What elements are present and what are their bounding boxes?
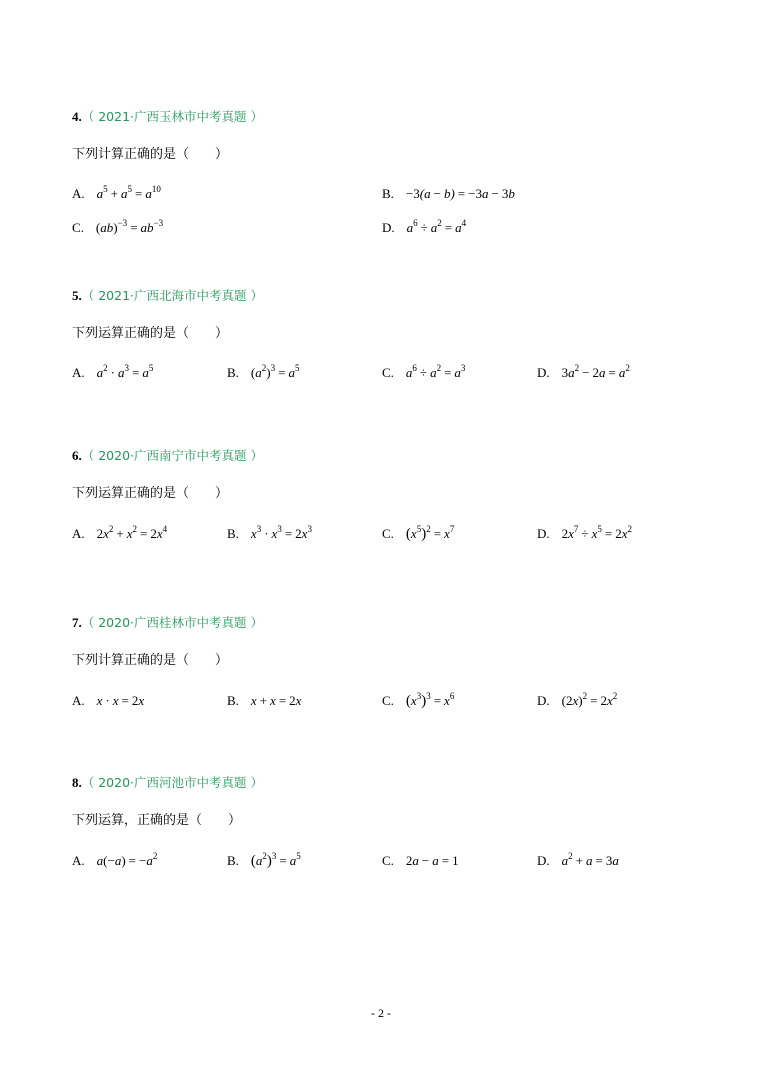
option-row (72, 525, 712, 543)
option-a (72, 364, 153, 383)
question-4 (72, 108, 712, 237)
option-d (537, 852, 619, 871)
option-label: D. (537, 853, 550, 868)
option-formula: $3a^2 - 2a = a^2$ (561, 363, 630, 380)
option-label: D. (382, 220, 395, 235)
option-label: C. (382, 365, 394, 380)
option-a (72, 525, 167, 544)
option-b (382, 185, 515, 204)
question-stem: 下列运算正确的是（ ） (72, 326, 229, 341)
option-formula: $(ab)^{-3} = ab^{-3}$ (95, 218, 164, 235)
option-label: D. (537, 526, 550, 541)
option-label: D. (537, 365, 550, 380)
question-number: 4. (72, 109, 82, 124)
option-formula: $a^6 \div a^2 = a^3$ (405, 363, 466, 380)
option-formula: $(a^2)^3 = a^5$ (250, 851, 301, 869)
option-row (72, 185, 712, 203)
option-label: C. (72, 220, 84, 235)
option-label: B. (227, 853, 239, 868)
option-label: A. (72, 186, 85, 201)
option-formula: $(2x)^2 = 2x^2$ (561, 691, 618, 708)
question-source: （ 2021·广西北海市中考真题 ） (81, 288, 263, 303)
option-label: C. (382, 693, 394, 708)
option-formula: $(x^5)^2 = x^7$ (405, 524, 455, 542)
option-row (72, 692, 712, 710)
question-6 (72, 447, 712, 543)
question-5 (72, 287, 712, 382)
question-stem: 下列运算，正确的是（ ） (72, 813, 242, 828)
option-label: C. (382, 526, 394, 541)
option-row (72, 852, 712, 870)
option-formula: x · x = 2x (96, 693, 145, 708)
option-label: A. (72, 365, 85, 380)
option-b (227, 692, 301, 711)
option-b (227, 852, 301, 871)
option-label: B. (227, 526, 239, 541)
option-b (227, 364, 299, 383)
option-row (72, 364, 712, 382)
option-a (72, 692, 144, 711)
option-formula: $a^2 + a = 3a$ (561, 851, 619, 868)
question-stem: 下列计算正确的是（ ） (72, 147, 229, 162)
question-number: 6. (72, 448, 82, 463)
question-source: （ 2020·广西南宁市中考真题 ） (81, 448, 263, 463)
option-formula: 2a − a = 1 (405, 853, 459, 868)
question-stem: 下列运算正确的是（ ） (72, 486, 229, 501)
option-d (382, 219, 466, 238)
question-source: （ 2020·广西河池市中考真题 ） (81, 775, 263, 790)
option-formula: $a^6 \div a^2 = a^4$ (406, 218, 467, 235)
option-d (537, 525, 632, 544)
option-formula: $2x^7 \div x^5 = 2x^2$ (561, 524, 632, 541)
option-label: B. (227, 365, 239, 380)
question-source: （ 2021·广西玉林市中考真题 ） (81, 109, 263, 124)
option-c (382, 852, 459, 871)
question-number: 5. (72, 288, 82, 303)
question-header (72, 447, 712, 466)
question-number: 8. (72, 775, 82, 790)
option-formula: $a(-a) = -a^2$ (96, 851, 158, 868)
option-formula: $a^5 + a^5 = a^{10}$ (96, 184, 161, 201)
option-c (72, 219, 163, 238)
option-c (382, 692, 454, 711)
question-source: （ 2020·广西桂林市中考真题 ） (81, 615, 263, 630)
question-header (72, 108, 712, 127)
option-d (537, 692, 617, 711)
option-label: B. (227, 693, 239, 708)
question-stem: 下列计算正确的是（ ） (72, 653, 229, 668)
option-c (382, 364, 465, 383)
option-a (72, 852, 157, 871)
question-header (72, 614, 712, 633)
option-label: A. (72, 526, 85, 541)
question-header (72, 287, 712, 306)
option-label: A. (72, 693, 85, 708)
option-formula: −3(a − b) = −3a − 3b (405, 186, 515, 201)
option-formula: $a^2 \cdot a^3 = a^5$ (96, 363, 154, 380)
option-label: D. (537, 693, 550, 708)
option-label: B. (382, 186, 394, 201)
option-formula: $(x^3)^3 = x^6$ (405, 691, 455, 709)
option-b (227, 525, 312, 544)
page-number: - 2 - (371, 1006, 391, 1020)
option-d (537, 364, 630, 383)
option-a (72, 185, 161, 204)
question-8 (72, 774, 712, 870)
option-label: C. (382, 853, 394, 868)
question-7 (72, 614, 712, 710)
option-formula: $x^3 \cdot x^3 = 2x^3$ (250, 524, 312, 541)
question-header (72, 774, 712, 793)
option-formula: $2x^2 + x^2 = 2x^4$ (96, 524, 168, 541)
option-formula: x + x = 2x (250, 693, 302, 708)
option-c (382, 525, 454, 544)
option-row (72, 219, 712, 237)
question-number: 7. (72, 615, 82, 630)
option-formula: $(a^2)^3 = a^5$ (250, 363, 300, 380)
option-label: A. (72, 853, 85, 868)
